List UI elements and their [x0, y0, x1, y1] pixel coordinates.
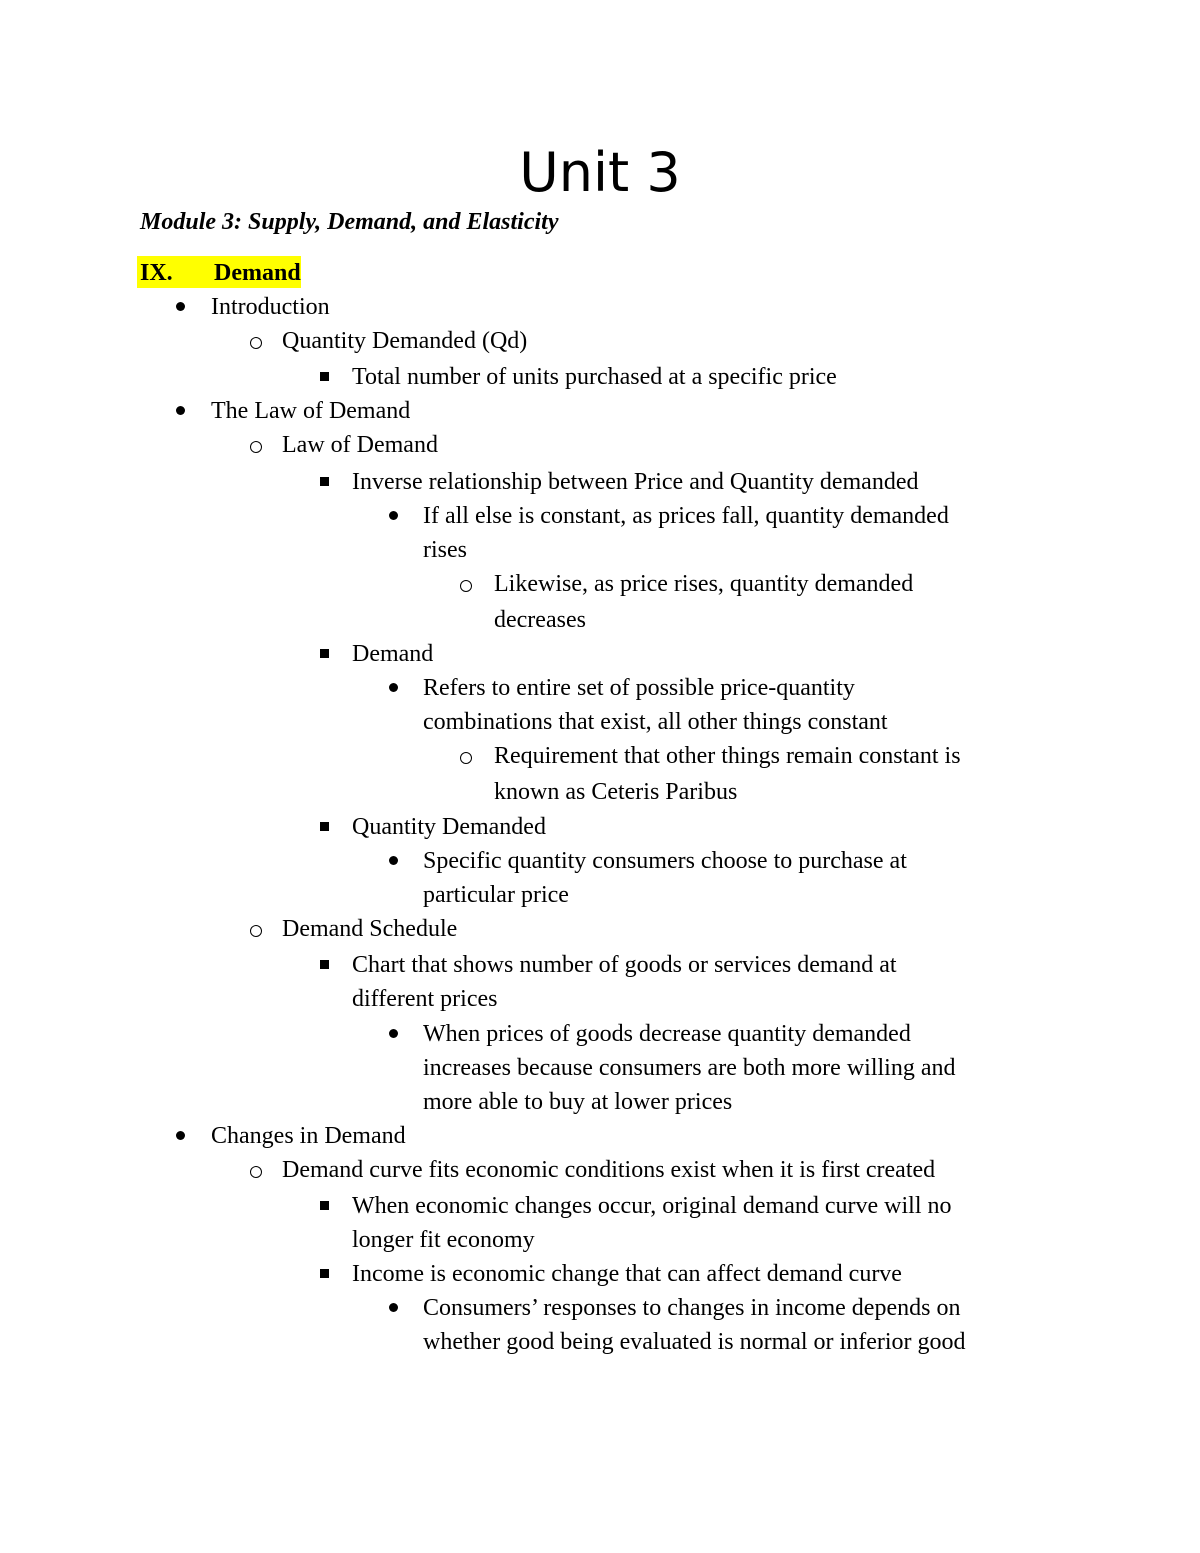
- list-item: When economic changes occur, original demand curve will no: [352, 1193, 952, 1219]
- bullet-circle-icon: [460, 580, 472, 592]
- list-item: Inverse relationship between Price and Quantity demanded: [352, 469, 919, 495]
- list-item-continuation: longer fit economy: [352, 1227, 535, 1253]
- page-title: Unit 3: [519, 141, 681, 204]
- list-item-continuation: increases because consumers are both more willing and: [423, 1055, 956, 1081]
- list-item: Quantity Demanded: [352, 814, 546, 840]
- list-item-continuation: decreases: [494, 607, 586, 633]
- module-subtitle: Module 3: Supply, Demand, and Elasticity: [140, 209, 559, 235]
- list-item: Demand: [352, 641, 434, 667]
- bullet-square-icon: [320, 960, 329, 969]
- bullet-circle-icon: [250, 1166, 262, 1178]
- bullet-circle-icon: [460, 752, 472, 764]
- section-number: IX.: [140, 260, 173, 286]
- list-item: Law of Demand: [282, 432, 438, 458]
- list-item: Likewise, as price rises, quantity demanded: [494, 571, 914, 597]
- list-item: Introduction: [211, 294, 330, 320]
- list-item-continuation: combinations that exist, all other things constant: [423, 709, 888, 735]
- bullet-disc-icon: [389, 683, 398, 692]
- list-item-continuation: different prices: [352, 986, 498, 1012]
- bullet-disc-icon: [176, 302, 185, 311]
- bullet-disc-icon: [176, 406, 185, 415]
- bullet-circle-icon: [250, 337, 262, 349]
- bullet-square-icon: [320, 372, 329, 381]
- list-item: Specific quantity consumers choose to purchase at: [423, 848, 907, 874]
- list-item: When prices of goods decrease quantity demanded: [423, 1021, 911, 1047]
- bullet-square-icon: [320, 1269, 329, 1278]
- list-item-continuation: more able to buy at lower prices: [423, 1089, 733, 1115]
- bullet-square-icon: [320, 649, 329, 658]
- bullet-square-icon: [320, 477, 329, 486]
- bullet-circle-icon: [250, 925, 262, 937]
- list-item: Chart that shows number of goods or services demand at: [352, 952, 897, 978]
- list-item: Changes in Demand: [211, 1123, 406, 1149]
- list-item: Demand Schedule: [282, 916, 458, 942]
- bullet-square-icon: [320, 822, 329, 831]
- list-item-continuation: known as Ceteris Paribus: [494, 779, 738, 805]
- list-item: Total number of units purchased at a specific price: [352, 364, 837, 390]
- bullet-disc-icon: [176, 1131, 185, 1140]
- list-item: If all else is constant, as prices fall, quantity demanded: [423, 503, 949, 529]
- list-item-continuation: rises: [423, 537, 467, 563]
- list-item: Refers to entire set of possible price-quantity: [423, 675, 855, 701]
- section-highlight: [137, 256, 301, 288]
- bullet-disc-icon: [389, 1303, 398, 1312]
- list-item: Requirement that other things remain constant is: [494, 743, 961, 769]
- bullet-disc-icon: [389, 511, 398, 520]
- list-item: Demand curve fits economic conditions exist when it is first created: [282, 1157, 936, 1183]
- list-item-continuation: particular price: [423, 882, 569, 908]
- bullet-disc-icon: [389, 856, 398, 865]
- list-item-continuation: whether good being evaluated is normal or inferior good: [423, 1329, 966, 1355]
- section-title: Demand: [214, 260, 301, 286]
- bullet-disc-icon: [389, 1029, 398, 1038]
- list-item: The Law of Demand: [211, 398, 411, 424]
- list-item: Consumers’ responses to changes in income depends on: [423, 1295, 961, 1321]
- section-heading: [137, 256, 301, 290]
- bullet-square-icon: [320, 1201, 329, 1210]
- list-item: Quantity Demanded (Qd): [282, 328, 528, 354]
- bullet-circle-icon: [250, 441, 262, 453]
- list-item: Income is economic change that can affect demand curve: [352, 1261, 902, 1287]
